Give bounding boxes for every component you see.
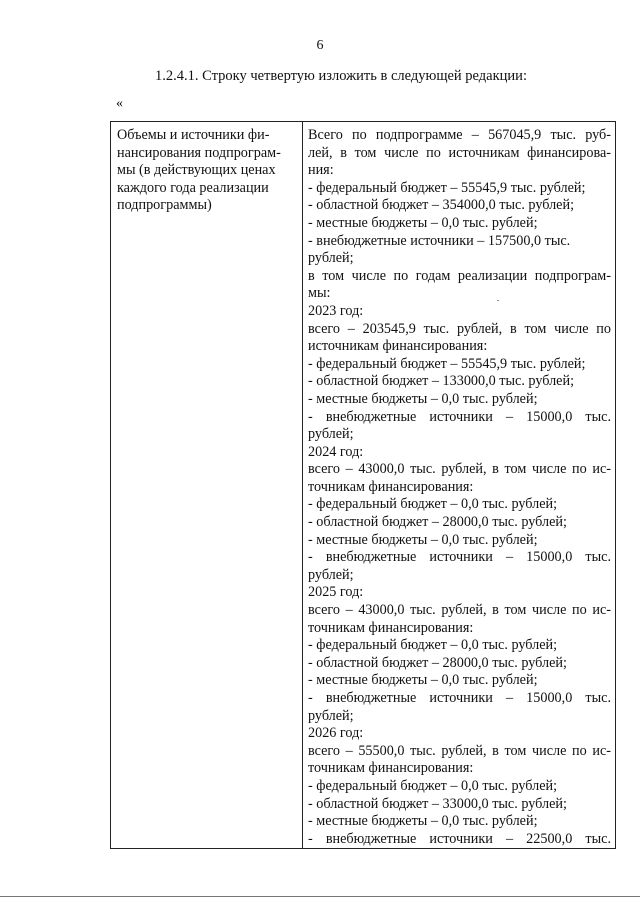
content-line: - областной бюджет – 28000,0 тыс. рублей;	[308, 654, 567, 671]
amendment-intro: 1.2.4.1. Строку четвертую изложить в следующей редакции:	[155, 68, 527, 84]
financing-table	[110, 121, 616, 849]
financing-row	[111, 122, 616, 849]
content-line: 2023 год:	[308, 302, 364, 319]
content-line: рублей;	[308, 250, 354, 267]
label-line: каждого года реализации	[117, 179, 269, 196]
content-line: - федеральный бюджет – 0,0 тыс. рублей;	[308, 496, 558, 513]
content-line: источникам финансирования:	[308, 338, 488, 355]
page-bottom-rule	[0, 896, 640, 897]
content-line: всего – 43000,0 тыс. рублей, в том числе по ис-	[308, 461, 611, 478]
content-line: в том числе по годам реализации подпрограм-	[308, 267, 611, 284]
content-line: рублей;	[308, 566, 354, 583]
content-line: - внебюджетные источники – 15000,0 тыс.	[308, 408, 611, 425]
label-line: Объемы и источники фи-	[117, 127, 270, 143]
content-line: 2026 год:	[308, 725, 364, 742]
content-line: - местные бюджеты – 0,0 тыс. рублей;	[308, 813, 538, 830]
content-line: Всего по подпрограмме – 567045,9 тыс. руб-	[308, 127, 611, 143]
content-line: 2025 год:	[308, 584, 364, 601]
row-label	[111, 122, 302, 215]
content-line: - федеральный бюджет – 0,0 тыс. рублей;	[308, 637, 558, 654]
content-line: ния:	[308, 162, 334, 179]
content-line: - местные бюджеты – 0,0 тыс. рублей;	[308, 214, 538, 231]
label-line: подпрограммы)	[117, 197, 212, 214]
content-line: - местные бюджеты – 0,0 тыс. рублей;	[308, 390, 538, 407]
content-line: - областной бюджет – 28000,0 тыс. рублей;	[308, 514, 567, 531]
content-line: точникам финансирования:	[308, 478, 474, 495]
content-line: - местные бюджеты – 0,0 тыс. рублей;	[308, 531, 538, 548]
opening-quote: «	[116, 96, 123, 111]
content-line: - внебюджетные источники – 157500,0 тыс.	[308, 232, 571, 249]
label-line: мы (в действующих ценах	[117, 162, 276, 179]
content-line: - внебюджетные источники – 22500,0 тыс.	[308, 830, 611, 847]
row-content-cell	[303, 122, 616, 849]
content-line: - федеральный бюджет – 55545,9 тыс. рублей;	[308, 355, 586, 372]
content-line: точникам финансирования:	[308, 619, 474, 636]
financing-details	[303, 122, 615, 848]
content-line: - федеральный бюджет – 0,0 тыс. рублей;	[308, 777, 558, 794]
content-line: лей, в том числе по источникам финансирова-	[308, 144, 611, 161]
content-line: рублей;	[308, 426, 354, 443]
content-line: всего – 43000,0 тыс. рублей, в том числе по ис-	[308, 602, 611, 619]
content-line: - областной бюджет – 133000,0 тыс. рублей;	[308, 373, 575, 390]
content-line: всего – 203545,9 тыс. рублей, в том числе по	[308, 320, 611, 337]
page-number: 6	[316, 38, 324, 53]
content-line: - федеральный бюджет – 55545,9 тыс. рублей;	[308, 179, 586, 196]
content-line: 2024 год:	[308, 443, 364, 460]
label-line: нансирования подпрограм-	[117, 144, 281, 161]
content-line: рублей;	[308, 707, 354, 724]
content-line: всего – 55500,0 тыс. рублей, в том числе по ис-	[308, 742, 611, 759]
content-line: мы:	[308, 285, 331, 302]
scan-speck	[497, 300, 499, 301]
content-line: - местные бюджеты – 0,0 тыс. рублей;	[308, 672, 538, 689]
content-line: точникам финансирования:	[308, 760, 474, 777]
content-line: - внебюджетные источники – 15000,0 тыс.	[308, 549, 611, 566]
row-label-cell	[111, 122, 303, 849]
content-line: - внебюджетные источники – 15000,0 тыс.	[308, 690, 611, 706]
content-line: - областной бюджет – 354000,0 тыс. рублей;	[308, 197, 575, 214]
content-line: - областной бюджет – 33000,0 тыс. рублей;	[308, 795, 567, 812]
